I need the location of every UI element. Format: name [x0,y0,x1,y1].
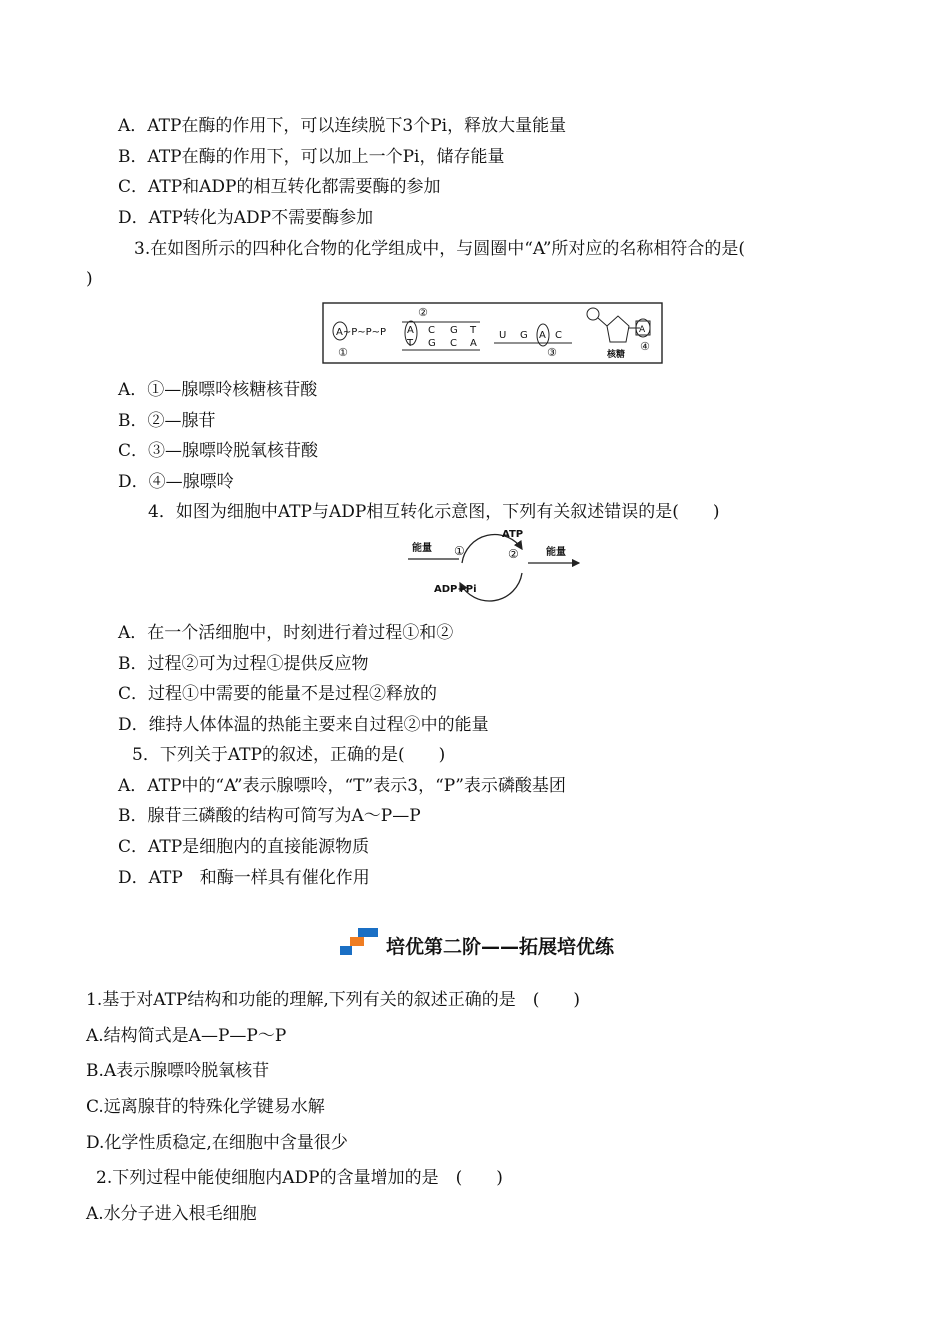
dna-bottom-2: G [428,338,436,349]
mark-3: ③ [547,346,557,359]
section-2-heading [340,925,614,965]
q2-option-d: D．ATP转化为ADP不需要酶参加 [118,208,374,228]
q3-stem-continued: ) [86,269,93,289]
rna-base-3: A [539,330,546,341]
step-2-label: ② [508,547,519,561]
q2-option-c: C．ATP和ADP的相互转化都需要酶的参加 [118,177,441,197]
section-2-title: 培优第二阶——拓展培优练 [386,935,615,958]
q2-option-a: A．ATP在酶的作用下，可以连续脱下3个Pi，释放大量能量 [118,116,567,136]
q5-option-d: D．ATP 和酶一样具有催化作用 [118,868,370,888]
q5-option-c: C．ATP是细胞内的直接能源物质 [118,837,370,857]
dna-top-4: T [470,325,477,336]
adp-label: ADP+Pi [434,584,477,595]
q3-option-c: C．③—腺嘌呤脱氧核苷酸 [118,441,319,461]
atp-structure-label: A~P~P~P [336,327,387,338]
q4-option-b: B．过程②可为过程①提供反应物 [118,654,369,674]
dna-bottom-3: C [450,338,457,349]
dna-top-2: C [428,325,435,336]
q4-option-d: D．维持人体体温的热能主要来自过程②中的能量 [118,715,489,735]
q3-stem: 3.在如图所示的四种化合物的化学组成中，与圆圈中“A”所对应的名称相符合的是( [134,239,746,259]
rna-base-1: U [499,330,507,341]
q4-stem: 4．如图为细胞中ATP与ADP相互转化示意图，下列有关叙述错误的是( ) [148,502,720,522]
section-icon [340,928,378,962]
rna-base-4: C [555,330,562,341]
step-1-label: ① [454,544,465,558]
rna-base-2: G [520,330,528,341]
base-a: A [639,325,646,335]
s2-q1-stem: 1.基于对ATP结构和功能的理解,下列有关的叙述正确的是 ( ) [86,990,581,1010]
q3-figure [322,300,664,366]
q5-stem: 5．下列关于ATP的叙述，正确的是( ) [132,745,446,765]
mark-1: ① [338,346,348,359]
ribose-label: 核糖 [607,350,626,360]
energy-output-label: 能量 [546,547,566,558]
q2-option-b: B．ATP在酶的作用下，可以加上一个Pi，储存能量 [118,147,505,167]
q4-figure [404,525,590,611]
dna-bottom-4: A [470,338,477,349]
mark-4: ④ [640,340,650,353]
s2-q1-option-b: B.A表示腺嘌呤脱氧核苷 [86,1061,270,1081]
q5-option-b: B．腺苷三磷酸的结构可简写为A～P—P [118,806,421,826]
mark-2: ② [418,306,428,319]
dna-bottom-1: T [407,338,414,349]
s2-q1-option-c: C.远离腺苷的特殊化学键易水解 [86,1097,325,1117]
energy-input-label: 能量 [412,543,432,554]
q3-option-a: A．①—腺嘌呤核糖核苷酸 [118,380,318,400]
q3-option-b: B．②—腺苷 [118,411,216,431]
q3-option-d: D．④—腺嘌呤 [118,472,234,492]
dna-top-1: A [407,325,414,336]
atp-label: ATP [502,529,524,540]
s2-q1-option-a: A.结构简式是A—P—P～P [86,1026,287,1046]
s2-q1-option-d: D.化学性质稳定,在细胞中含量很少 [86,1133,348,1153]
q4-option-a: A．在一个活细胞中，时刻进行着过程①和② [118,623,454,643]
dna-top-3: G [450,325,458,336]
s2-q2-option-a: A.水分子进入根毛细胞 [86,1204,257,1224]
s2-q2-stem: 2.下列过程中能使细胞内ADP的含量增加的是 ( ) [96,1168,503,1188]
q4-option-c: C．过程①中需要的能量不是过程②释放的 [118,684,438,704]
q5-option-a: A．ATP中的“A”表示腺嘌呤，“T”表示3，“P”表示磷酸基团 [118,776,566,796]
